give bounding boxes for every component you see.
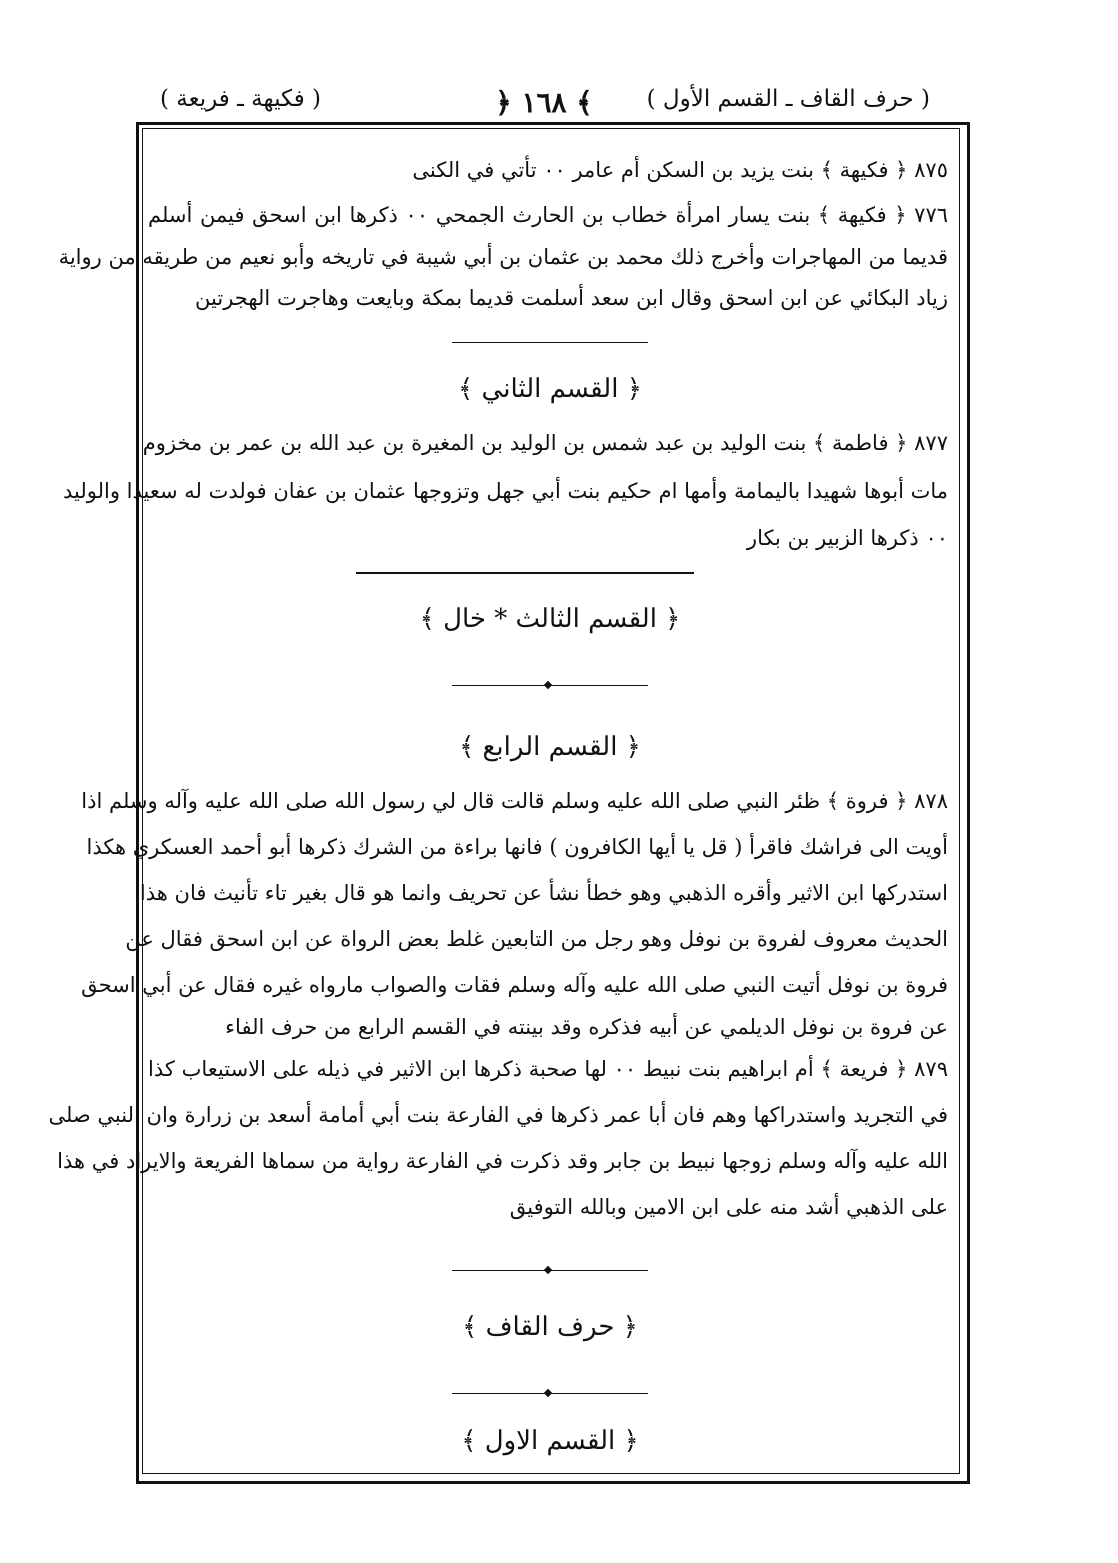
section-heading-third: ﴿ القسم الثالث * خال ﴾ — [419, 604, 681, 634]
entry-879-line-4: على الذهبي أشد منه على ابن الامين وبالله التوفيق — [509, 1195, 948, 1219]
section-heading-fourth: ﴿ القسم الرابع ﴾ — [459, 732, 641, 762]
entry-877-line-1: ٨٧٧ ﴿ فاطمة ﴾ بنت الوليد بن عبد شمس بن الوليد بن المغيرة بن عبد الله بن عمر بن مخزوم — [142, 431, 948, 455]
running-header-left: ( فكيهة ـ فريعة ) — [160, 86, 322, 112]
entry-875-line: ٨٧٥ ﴿ فكيهة ﴾ بنت يزيد بن السكن أم عامر ٠٠ تأتي في الكنى — [412, 158, 948, 182]
section-divider — [356, 572, 694, 574]
entry-878-line-6: عن فروة بن نوفل الديلمي عن أبيه فذكره وقد بينته في القسم الرابع من حرف الفاء — [225, 1015, 948, 1039]
running-header-right: ( حرف القاف ـ القسم الأول ) — [646, 86, 930, 112]
entry-876-line-2: قديما من المهاجرات وأخرج ذلك محمد بن عثمان بن أبي شيبة في تاريخه وأبو نعيم من طريقه من رواية — [58, 245, 948, 269]
entry-878-line-5: فروة بن نوفل أتيت النبي صلى الله عليه وآله وسلم فقات والصواب مارواه غيره فقال عن أبي اسحق — [81, 973, 948, 997]
chapter-subheading: ﴿ القسم الاول ﴾ — [461, 1426, 639, 1456]
entry-879-line-1: ٨٧٩ ﴿ فريعة ﴾ أم ابراهيم بنت نبيط ٠٠ لها صحبة ذكرها ابن الاثير في ذيله على الاستيعاب كذا — [148, 1057, 948, 1081]
entry-878-line-1: ٨٧٨ ﴿ فروة ﴾ ظئر النبي صلى الله عليه وسلم قالت قال لي رسول الله صلى الله عليه وآله وسلم اذا — [81, 789, 948, 813]
entry-878-line-2: أويت الى فراشك فاقرأ ( قل يا أيها الكافرون ) فانها براءة من الشرك ذكرها أبو أحمد العسكري هكذا — [86, 835, 948, 859]
section-divider — [452, 342, 648, 343]
entry-877-line-2: مات أبوها شهيدا باليمامة وأمها ام حكيم بنت أبي جهل وتزوجها عثمان بن عفان فولدت له سعيدا والوليد — [62, 479, 948, 503]
entry-879-line-2: في التجريد واستدراكها وهم فان أبا عمر ذكرها في الفارعة بنت أبي أمامة أسعد بن زرارة وان النبي صلى — [48, 1103, 948, 1127]
entry-878-line-4: الحديث معروف لفروة بن نوفل وهو رجل من التابعين غلط بعض الرواة عن ابن اسحق فقال عن — [125, 927, 948, 951]
entry-877-line-3: ٠٠ ذكرها الزبير بن بكار — [746, 526, 948, 550]
chapter-heading: ﴿ حرف القاف ﴾ — [462, 1312, 638, 1342]
section-heading-second: ﴿ القسم الثاني ﴾ — [458, 374, 642, 404]
entry-876-line-1: ٧٧٦ ﴿ فكيهة ﴾ بنت يسار امرأة خطاب بن الحارث الجمحي ٠٠ ذكرها ابن اسحق فيمن أسلم — [148, 203, 949, 227]
entry-879-line-3: الله عليه وآله وسلم زوجها نبيط بن جابر وقد ذكرت في الفارعة رواية من سماها الفريعة والايراد في هذا — [57, 1149, 948, 1173]
page-number: ﴿ ١٦٨ ﴾ — [495, 86, 593, 119]
entry-878-line-3: استدركها ابن الاثير وأقره الذهبي وهو خطأ نشأ عن تحريف وانما هو قال بغير تاء تأنيث فان هذا — [139, 881, 948, 905]
entry-876-line-3: زياد البكائي عن ابن اسحق وقال ابن سعد أسلمت قديما بمكة وبايعت وهاجرت الهجرتين — [195, 286, 948, 310]
